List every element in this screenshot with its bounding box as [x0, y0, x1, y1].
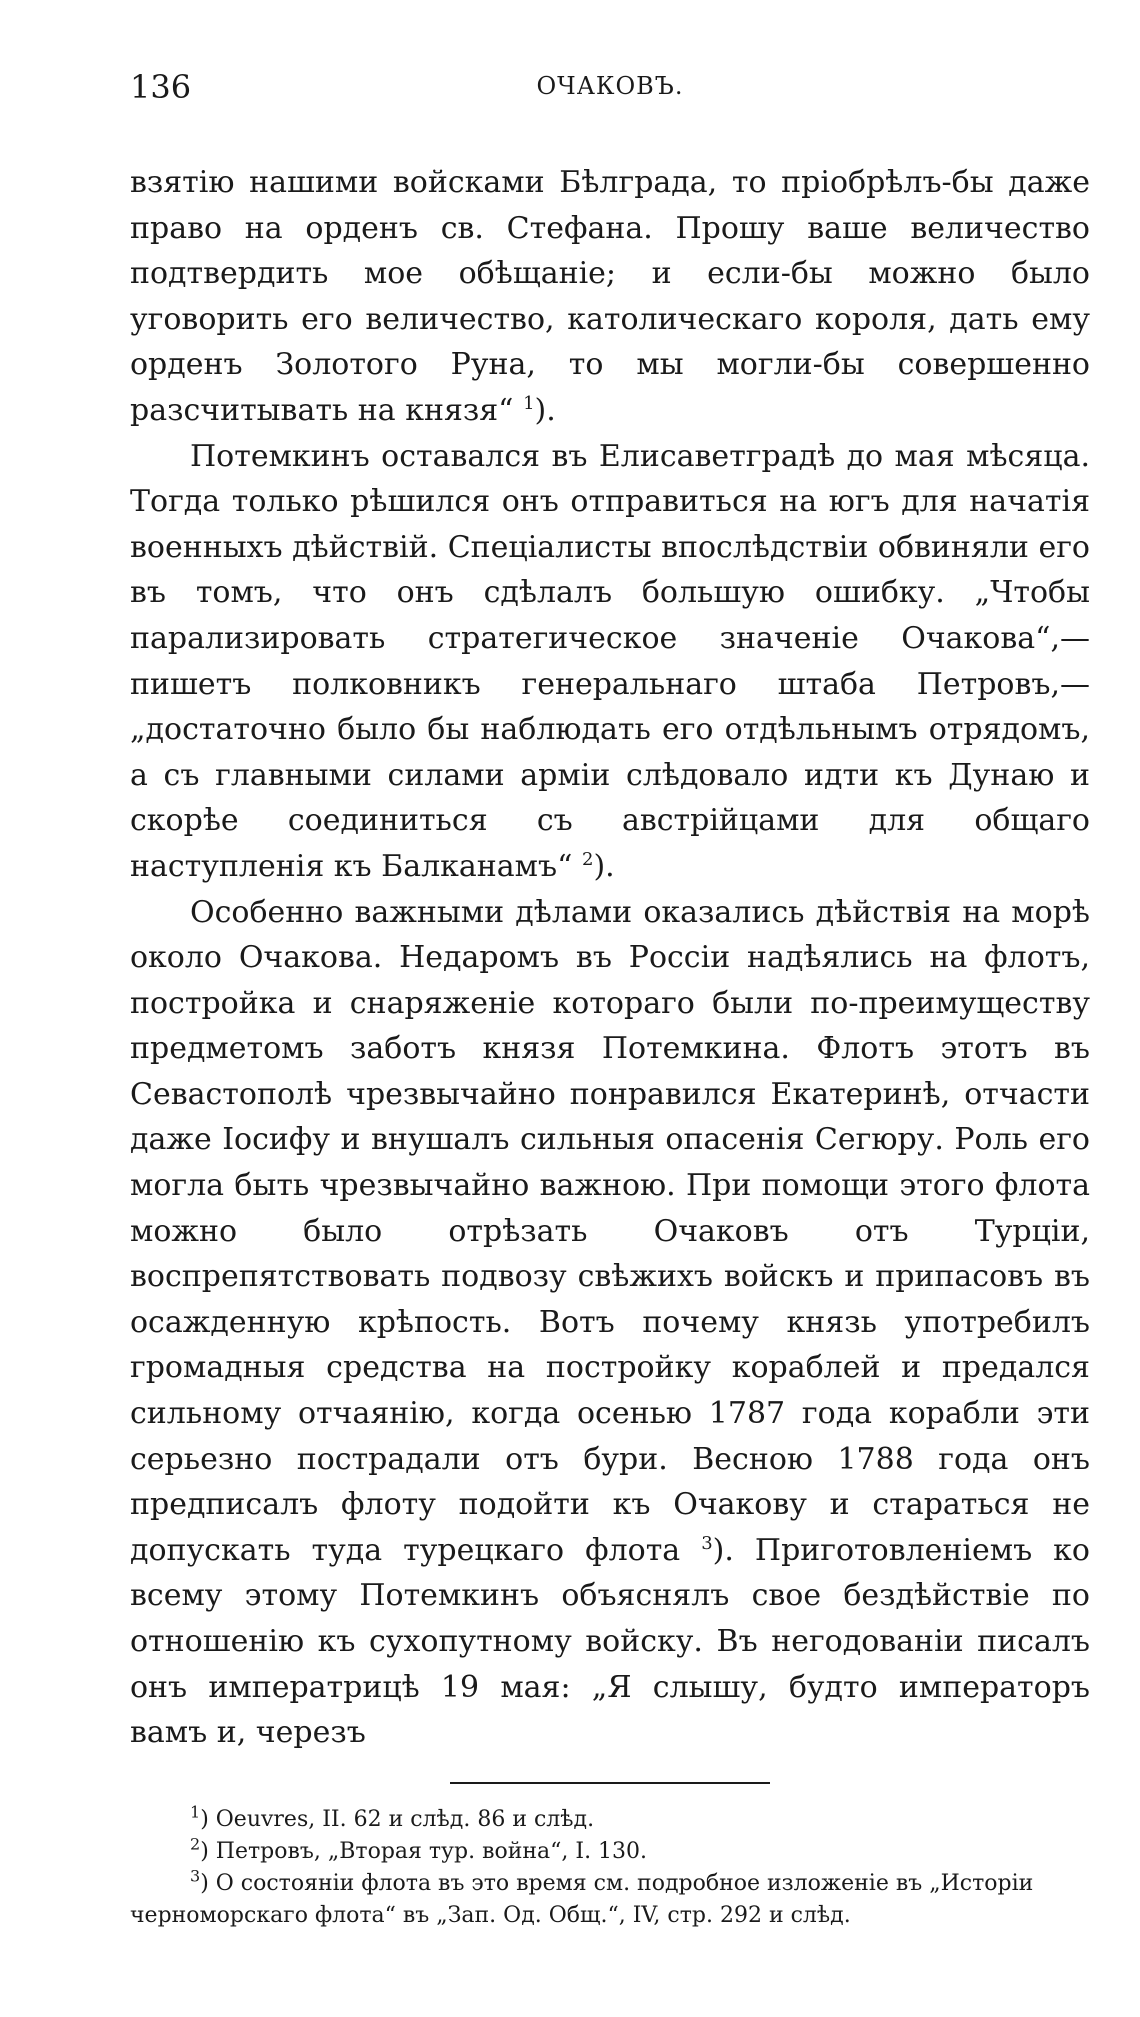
footnote-2 [130, 1836, 1090, 1868]
paragraph-3-tail: ). Приготовленіемъ ко всему этому Потемкинъ объяснялъ свое бездѣйствіе по отношенію къ сухопутному войску. Въ негодованіи писалъ онъ императрицѣ 19 мая: „Я слышу, будто императоръ вамъ и, черезъ [130, 1532, 1090, 1751]
paragraph-3 [130, 890, 1090, 1756]
paragraph-1-text: взятію нашими войсками Бѣлграда, то пріобрѣлъ-бы даже право на орденъ св. Стефана. Прошу ваше величество подтвердить мое обѣщаніе; и если-бы можно было уговорить его величество, католическаго короля, дать ему орденъ Золотого Руна, то мы могли-бы совершенно разсчитывать на князя“ [130, 165, 1090, 428]
footnote-2-text: ) Петровъ, „Вторая тур. война“, I. 130. [200, 1838, 648, 1864]
paragraph-3-text: Особенно важными дѣлами оказались дѣйствія на морѣ около Очакова. Недаромъ въ Россіи надѣялись на флотъ, постройка и снаряженіе котораго были по-преимуществу предметомъ заботъ князя Потемкина. Флотъ этотъ въ Севастополѣ чрезвычайно понравился Екатеринѣ, отчасти даже Іосифу и внушалъ сильныя опасенія Сегюру. Роль его могла быть чрезвычайно важною. При помощи этого флота можно было отрѣзать Очаковъ отъ Турціи, воспрепятствовать подвозу свѣжихъ войскъ и припасовъ въ осажденную крѣпость. Вотъ почему князь употребилъ громадныя средства на постройку кораблей и предался сильному отчаянію, когда осенью 1787 года корабли эти серьезно пострадали отъ бури. Весною 1788 года онъ предписалъ флоту подойти къ Очакову и стараться не допускать туда турецкаго флота [130, 894, 1090, 1568]
paragraph-2 [130, 434, 1090, 890]
footnote-3-marker: 3 [190, 1866, 201, 1886]
page-header [130, 68, 1090, 118]
body-text [130, 160, 1090, 1756]
footnotes [130, 1804, 1090, 1932]
footnote-3 [130, 1868, 1090, 1932]
footnote-2-marker: 2 [190, 1834, 201, 1854]
paragraph-1-tail: ). [534, 392, 556, 428]
footnote-ref-1: 1 [523, 392, 535, 414]
paragraph-1 [130, 160, 1090, 434]
footnote-ref-2: 2 [581, 848, 594, 870]
footnote-1-marker: 1 [190, 1802, 201, 1822]
footnote-1 [130, 1804, 1090, 1836]
running-head: ОЧАКОВЪ. [536, 72, 684, 100]
paragraph-2-tail: ). [593, 848, 615, 884]
book-page [130, 68, 1090, 1932]
footnote-ref-3: 3 [701, 1532, 713, 1554]
page-number: 136 [130, 68, 192, 106]
footnote-divider [450, 1782, 770, 1784]
paragraph-2-text: Потемкинъ оставался въ Елисаветградѣ до мая мѣсяца. Тогда только рѣшился онъ отправиться на югъ для начатія военныхъ дѣйствій. Спеціалисты впослѣдствіи обвиняли его въ томъ, что онъ сдѣлалъ большую ошибку. „Чтобы парализировать стратегическое значеніе Очакова“,—пишетъ полковникъ генеральнаго штаба Петровъ,—„достаточно было бы наблюдать его отдѣльнымъ отрядомъ, а съ главными силами арміи слѣдовало идти къ Дунаю и скорѣе соединиться съ австрійцами для общаго наступленія къ Балканамъ“ [130, 438, 1090, 884]
footnote-3-text: ) О состояніи флота въ это время см. подробное изложеніе въ „Исторіи черноморскаго флота“ въ „Зап. Од. Общ.“, IV, стр. 292 и слѣд. [130, 1870, 1034, 1928]
footnote-1-text: ) Oeuvres, II. 62 и слѣд. 86 и слѣд. [200, 1806, 595, 1832]
